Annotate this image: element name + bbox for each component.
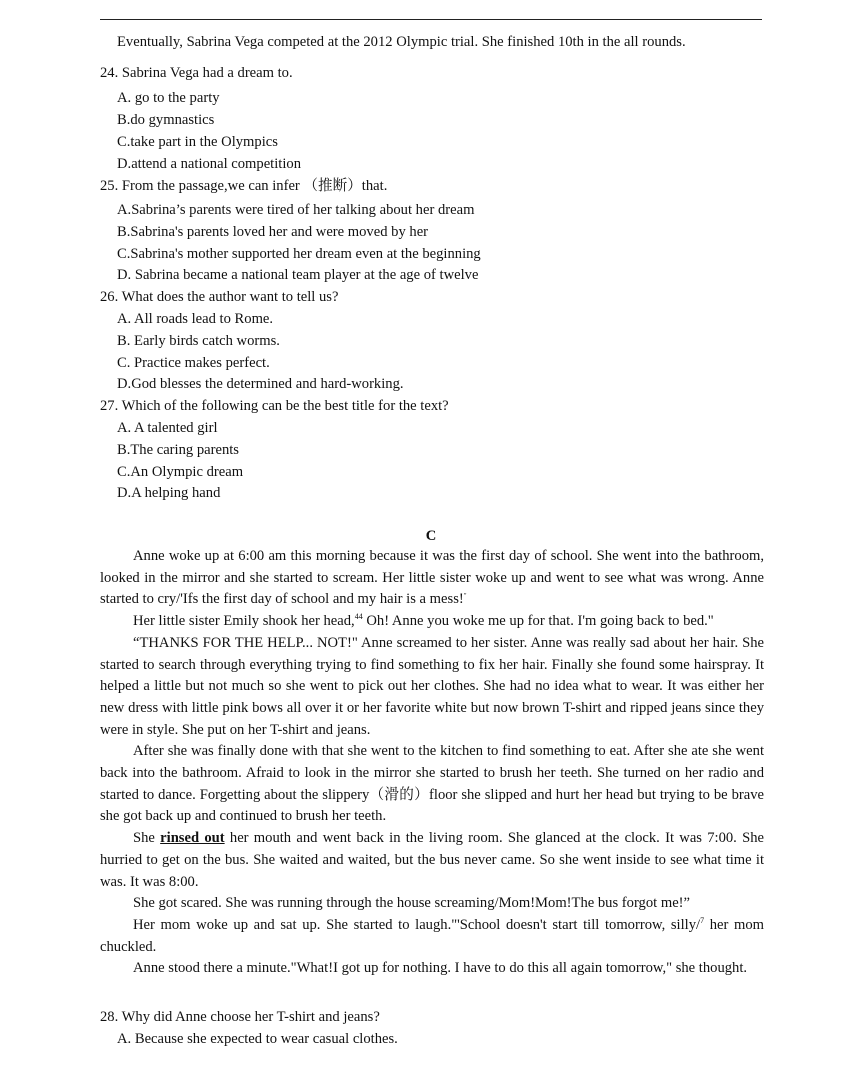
question-28-stem: 28. Why did Anne choose her T-shirt and jeans? — [100, 1009, 380, 1025]
question-24-option-a: A. go to the party — [117, 90, 220, 106]
question-25-option-c: C.Sabrina's mother supported her dream even at the beginning — [117, 246, 481, 262]
question-27-option-d: D.A helping hand — [117, 485, 221, 501]
question-24-option-c: C.take part in the Olympics — [117, 134, 278, 150]
paragraph-5-text-b: her mouth and went back in the living room. She glanced at the clock. It was 7:00. She hurried to get on the bus. She waited and waited, but the bus never came. So she went inside to see what time it was. It was 8:00. — [100, 830, 764, 890]
passage-paragraph-7 — [100, 915, 764, 958]
underlined-phrase: rinsed out — [160, 830, 225, 847]
question-27-option-b: B.The caring parents — [117, 442, 239, 458]
question-25-option-a: A.Sabrina’s parents were tired of her talking about her dream — [117, 202, 475, 218]
question-25-option-b: B.Sabrina's parents loved her and were moved by her — [117, 224, 429, 240]
paragraph-2-mark: 44 — [354, 612, 363, 622]
question-26-option-a: A. All roads lead to Rome. — [117, 311, 274, 327]
passage-b-last-line: Eventually, Sabrina Vega competed at the 2012 Olympic trial. She finished 10th in the all rounds. — [117, 34, 686, 50]
question-27-option-c: C.An Olympic dream — [117, 464, 244, 480]
section-heading: C — [425, 528, 437, 544]
question-25-option-d: D. Sabrina became a national team player at the age of twelve — [117, 267, 479, 283]
question-24-stem: 24. Sabrina Vega had a dream to. — [100, 65, 293, 81]
question-24-option-d: D.attend a national competition — [117, 156, 301, 172]
question-26-option-b: B. Early birds catch worms. — [117, 333, 280, 349]
question-25-stem: 25. From the passage,we can infer （推断）that. — [100, 178, 388, 194]
paragraph-5-text-a: She — [133, 830, 161, 847]
paragraph-1-mark: ” — [463, 593, 467, 600]
question-26-option-d: D.God blesses the determined and hard-working. — [117, 376, 404, 392]
paragraph-2-text-a: Her little sister Emily shook her head, — [133, 613, 355, 630]
paragraph-7-mark: 7 — [700, 916, 705, 926]
passage-paragraph-6: She got scared. She was running through the house screaming/Mom!Mom!The bus forgot me!” — [133, 895, 691, 912]
question-28-option-a: A. Because she expected to wear casual clothes. — [117, 1031, 398, 1047]
passage-paragraph-1 — [100, 546, 764, 611]
passage-paragraph-5 — [100, 828, 764, 893]
passage-paragraph-8: Anne stood there a minute."What!I got up for nothing. I have to do this all again tomorrow," she thought. — [133, 960, 748, 977]
question-27-option-a: A. A talented girl — [117, 420, 218, 436]
question-26-option-c: C. Practice makes perfect. — [117, 355, 270, 371]
question-27-stem: 27. Which of the following can be the best title for the text? — [100, 398, 449, 414]
question-26-stem: 26. What does the author want to tell us? — [100, 289, 339, 305]
passage-paragraph-2 — [100, 611, 764, 633]
reading-passage-c — [100, 546, 764, 980]
paragraph-2-text-b: Oh! Anne you woke me up for that. I'm going back to bed." — [362, 613, 714, 630]
paragraph-7-text-b: her mom chuckled. — [100, 916, 764, 955]
header-rule — [100, 19, 762, 20]
passage-paragraph-4: After she was finally done with that she went to the kitchen to find something to eat. After she ate she went back into the bathroom. Afraid to look in the mirror she started to brush her teeth. She turned on her radio and started to dance. Forgetting about the slippery（滑的）floor she slipped and hurt her head but trying to be brave she got back up and continued to brush her teeth. — [100, 743, 764, 825]
paragraph-7-text-a: Her mom woke up and sat up. She started to laugh."'School doesn't start till tomorrow, silly/ — [133, 916, 701, 933]
passage-paragraph-3: “THANKS FOR THE HELP... NOT!" Anne screamed to her sister. Anne was really sad about her hair. She started to search through everything trying to find something to fix her hair. Finally she found some hairspray. It helped a little but not much so she went to pick out her clothes. She had no idea what to wear. It was either her new dress with little pink bows all over it or her favorite white but now brown T-shirt and ripped jeans since they were in style. She put on her T-shirt and jeans. — [100, 634, 764, 738]
question-24-option-b: B.do gymnastics — [117, 112, 215, 128]
paragraph-1-text: Anne woke up at 6:00 am this morning because it was the first day of school. She went into the bathroom, looked in the mirror and she started to scream. Her little sister woke up and went to see what was wrong. Anne started to cry/'Ifs the first day of school and my hair is a mess! — [100, 548, 764, 608]
